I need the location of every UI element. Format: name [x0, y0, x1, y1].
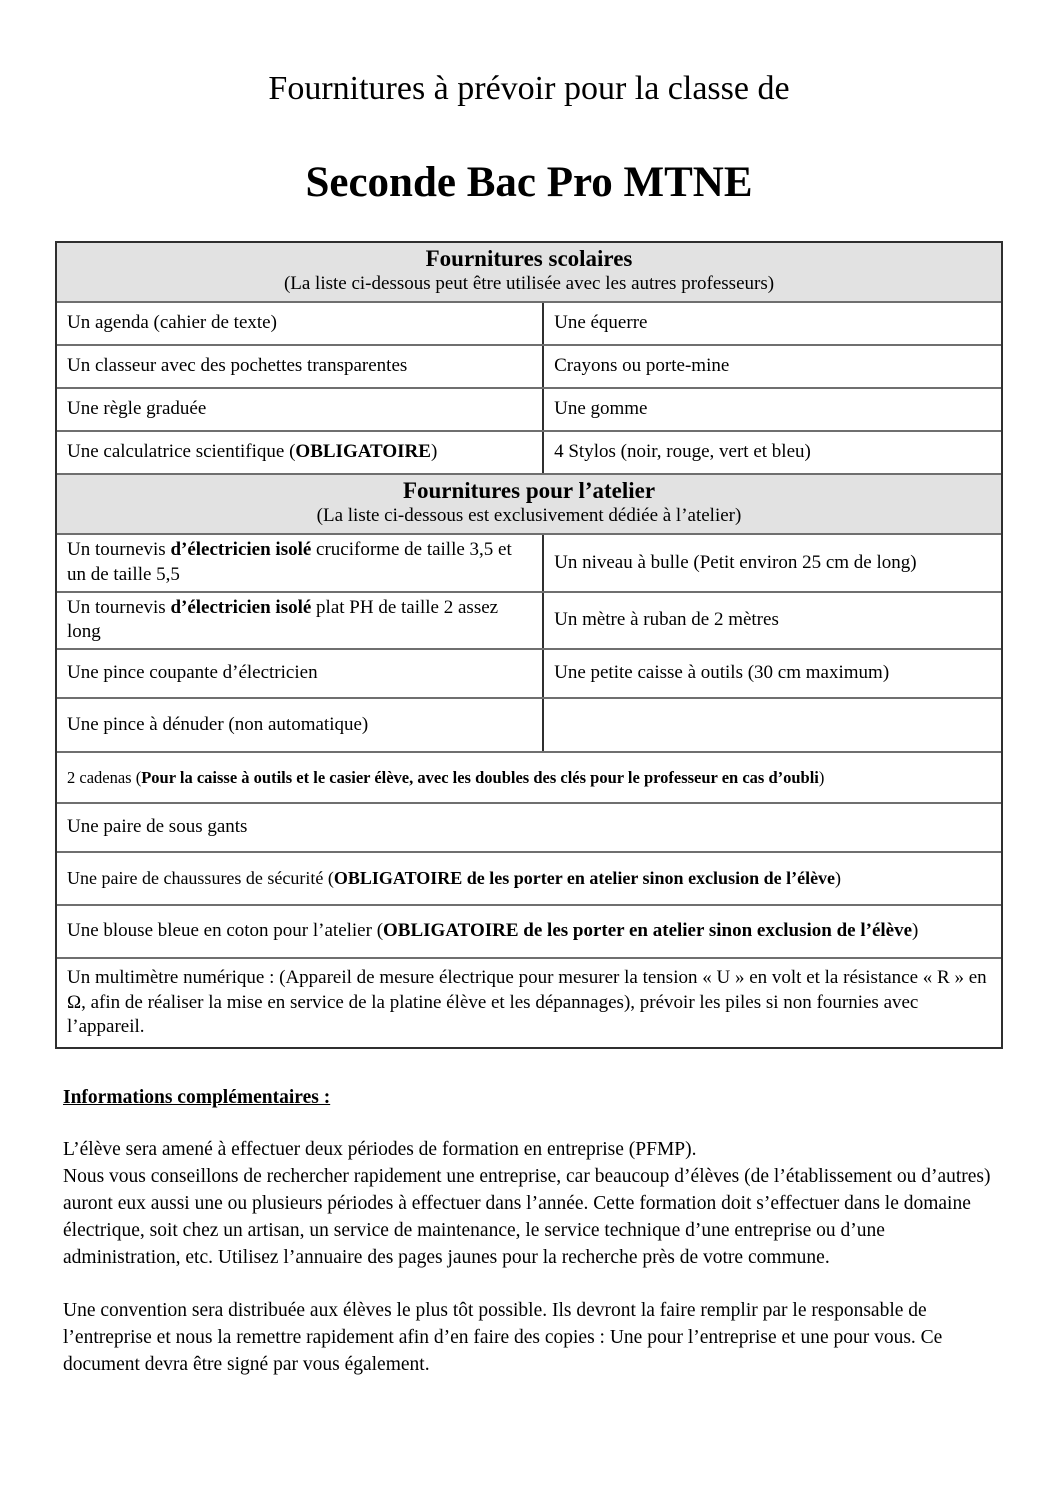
- info-paragraph: Nous vous conseillons de rechercher rapidement une entreprise, car beaucoup d’élèves (de l’établissement ou d’autres) auront eux aussi une ou plusieurs périodes à effectuer dans l’année. Cette formation doit s’effectuer dans le domaine électrique, soit chez un artisan, un service de maintenance, le service technique d’une entreprise ou d’une administration, etc. Utilisez l’annuaire des pages jaunes pour la recherche près de votre commune.: [63, 1165, 991, 1268]
- cell-text: Une gomme: [554, 398, 648, 420]
- section-subtitle: (La liste ci-dessous peut être utilisée avec les autres professeurs): [283, 273, 775, 295]
- info-paragraph: Une convention sera distribuée aux élèves le plus tôt possible. Ils devront la faire remplir par le responsable de l’entreprise et nous la remettre rapidement afin d’en faire des copies : Une pour l’entreprise et une pour vous. Ce document devra être signé par vous également.: [63, 1300, 943, 1376]
- table-row: [57, 344, 1001, 387]
- cell-text: Une petite caisse à outils (30 cm maximum): [554, 662, 890, 684]
- table-row: [57, 697, 1001, 751]
- table-cell-left: [57, 650, 544, 697]
- table-row: [57, 591, 1001, 648]
- additional-info-section: [63, 1085, 995, 1379]
- section-header-fournitures-atelier: [57, 473, 1001, 533]
- table-cell-right: [544, 389, 1001, 430]
- cell-text: 2 cadenas (Pour la caisse à outils et le casier élève, avec les doubles des clés pour le professeur en cas d’oubli): [67, 767, 825, 787]
- table-cell-full: [57, 804, 1001, 851]
- cell-text: Un agenda (cahier de texte): [67, 312, 277, 334]
- cell-text: Une paire de sous gants: [67, 816, 248, 838]
- table-cell-right: [544, 593, 1001, 648]
- table-row: [57, 957, 1001, 1047]
- table-cell-left: [57, 432, 544, 473]
- cell-text: Une blouse bleue en coton pour l’atelier (OBLIGATOIRE de les porter en atelier sinon exclusion de l’élève): [67, 920, 919, 942]
- table-cell-right: [544, 699, 1001, 751]
- cell-text: Un niveau à bulle (Petit environ 25 cm de long): [554, 551, 917, 573]
- table-row: [57, 387, 1001, 430]
- cell-text: Une calculatrice scientifique (OBLIGATOIRE): [67, 441, 438, 463]
- table-row: [57, 904, 1001, 957]
- table-row: [57, 301, 1001, 344]
- table-cell-right: [544, 303, 1001, 344]
- table-row: [57, 430, 1001, 473]
- table-cell-left: [57, 389, 544, 430]
- table-row: [57, 533, 1001, 590]
- cell-text: 4 Stylos (noir, rouge, vert et bleu): [554, 441, 811, 463]
- cell-text: Un tournevis d’électricien isolé cruciforme de taille 3,5 et un de taille 5,5: [67, 539, 512, 585]
- section-title: Fournitures pour l’atelier: [402, 477, 656, 503]
- table-cell-right: [544, 346, 1001, 387]
- table-cell-left: [57, 593, 544, 648]
- cell-text: Une pince à dénuder (non automatique): [67, 713, 369, 735]
- cell-text: Un mètre à ruban de 2 mètres: [554, 608, 779, 630]
- table-cell-left: [57, 303, 544, 344]
- info-paragraph: L’élève sera amené à effectuer deux périodes de formation en entreprise (PFMP).: [63, 1138, 697, 1160]
- cell-text: Un classeur avec des pochettes transparentes: [67, 355, 408, 377]
- table-cell-left: [57, 535, 544, 590]
- table-cell-full: [57, 853, 1001, 904]
- cell-text: Une paire de chaussures de sécurité (OBLIGATOIRE de les porter en atelier sinon exclusion de l’élève): [67, 867, 842, 888]
- section-title: Fournitures scolaires: [425, 245, 633, 271]
- table-row: [57, 851, 1001, 904]
- table-row: [57, 751, 1001, 802]
- cell-text: Crayons ou porte-mine: [554, 355, 730, 377]
- section-subtitle: (La liste ci-dessous est exclusivement dédiée à l’atelier): [316, 505, 742, 527]
- cell-text: Une équerre: [554, 312, 648, 334]
- table-row: [57, 648, 1001, 697]
- info-heading: Informations complémentaires :: [63, 1087, 331, 1108]
- table-row: [57, 802, 1001, 851]
- document-title: Fournitures à prévoir pour la classe de: [268, 70, 790, 107]
- table-cell-left: [57, 699, 544, 751]
- table-cell-right: [544, 432, 1001, 473]
- section-header-fournitures-scolaires: [57, 243, 1001, 301]
- table-cell-right: [544, 535, 1001, 590]
- table-cell-full: [57, 906, 1001, 957]
- table-cell-right: [544, 650, 1001, 697]
- cell-text: Un tournevis d’électricien isolé plat PH de taille 2 assez long: [67, 596, 499, 643]
- table-cell-full: [57, 753, 1001, 802]
- cell-text: Une règle graduée: [67, 398, 207, 420]
- document-class-title: Seconde Bac Pro MTNE: [305, 159, 753, 207]
- supplies-table: [55, 241, 1003, 1049]
- table-cell-left: [57, 346, 544, 387]
- cell-text: Un multimètre numérique : (Appareil de mesure électrique pour mesurer la tension « U » en volt et la résistance « R » en Ω, afin de réaliser la mise en service de la platine élève et les dépannages), prévoir les piles si non fournies avec l’appareil.: [67, 966, 987, 1038]
- cell-text: Une pince coupante d’électricien: [67, 662, 318, 684]
- table-cell-full: [57, 959, 1001, 1047]
